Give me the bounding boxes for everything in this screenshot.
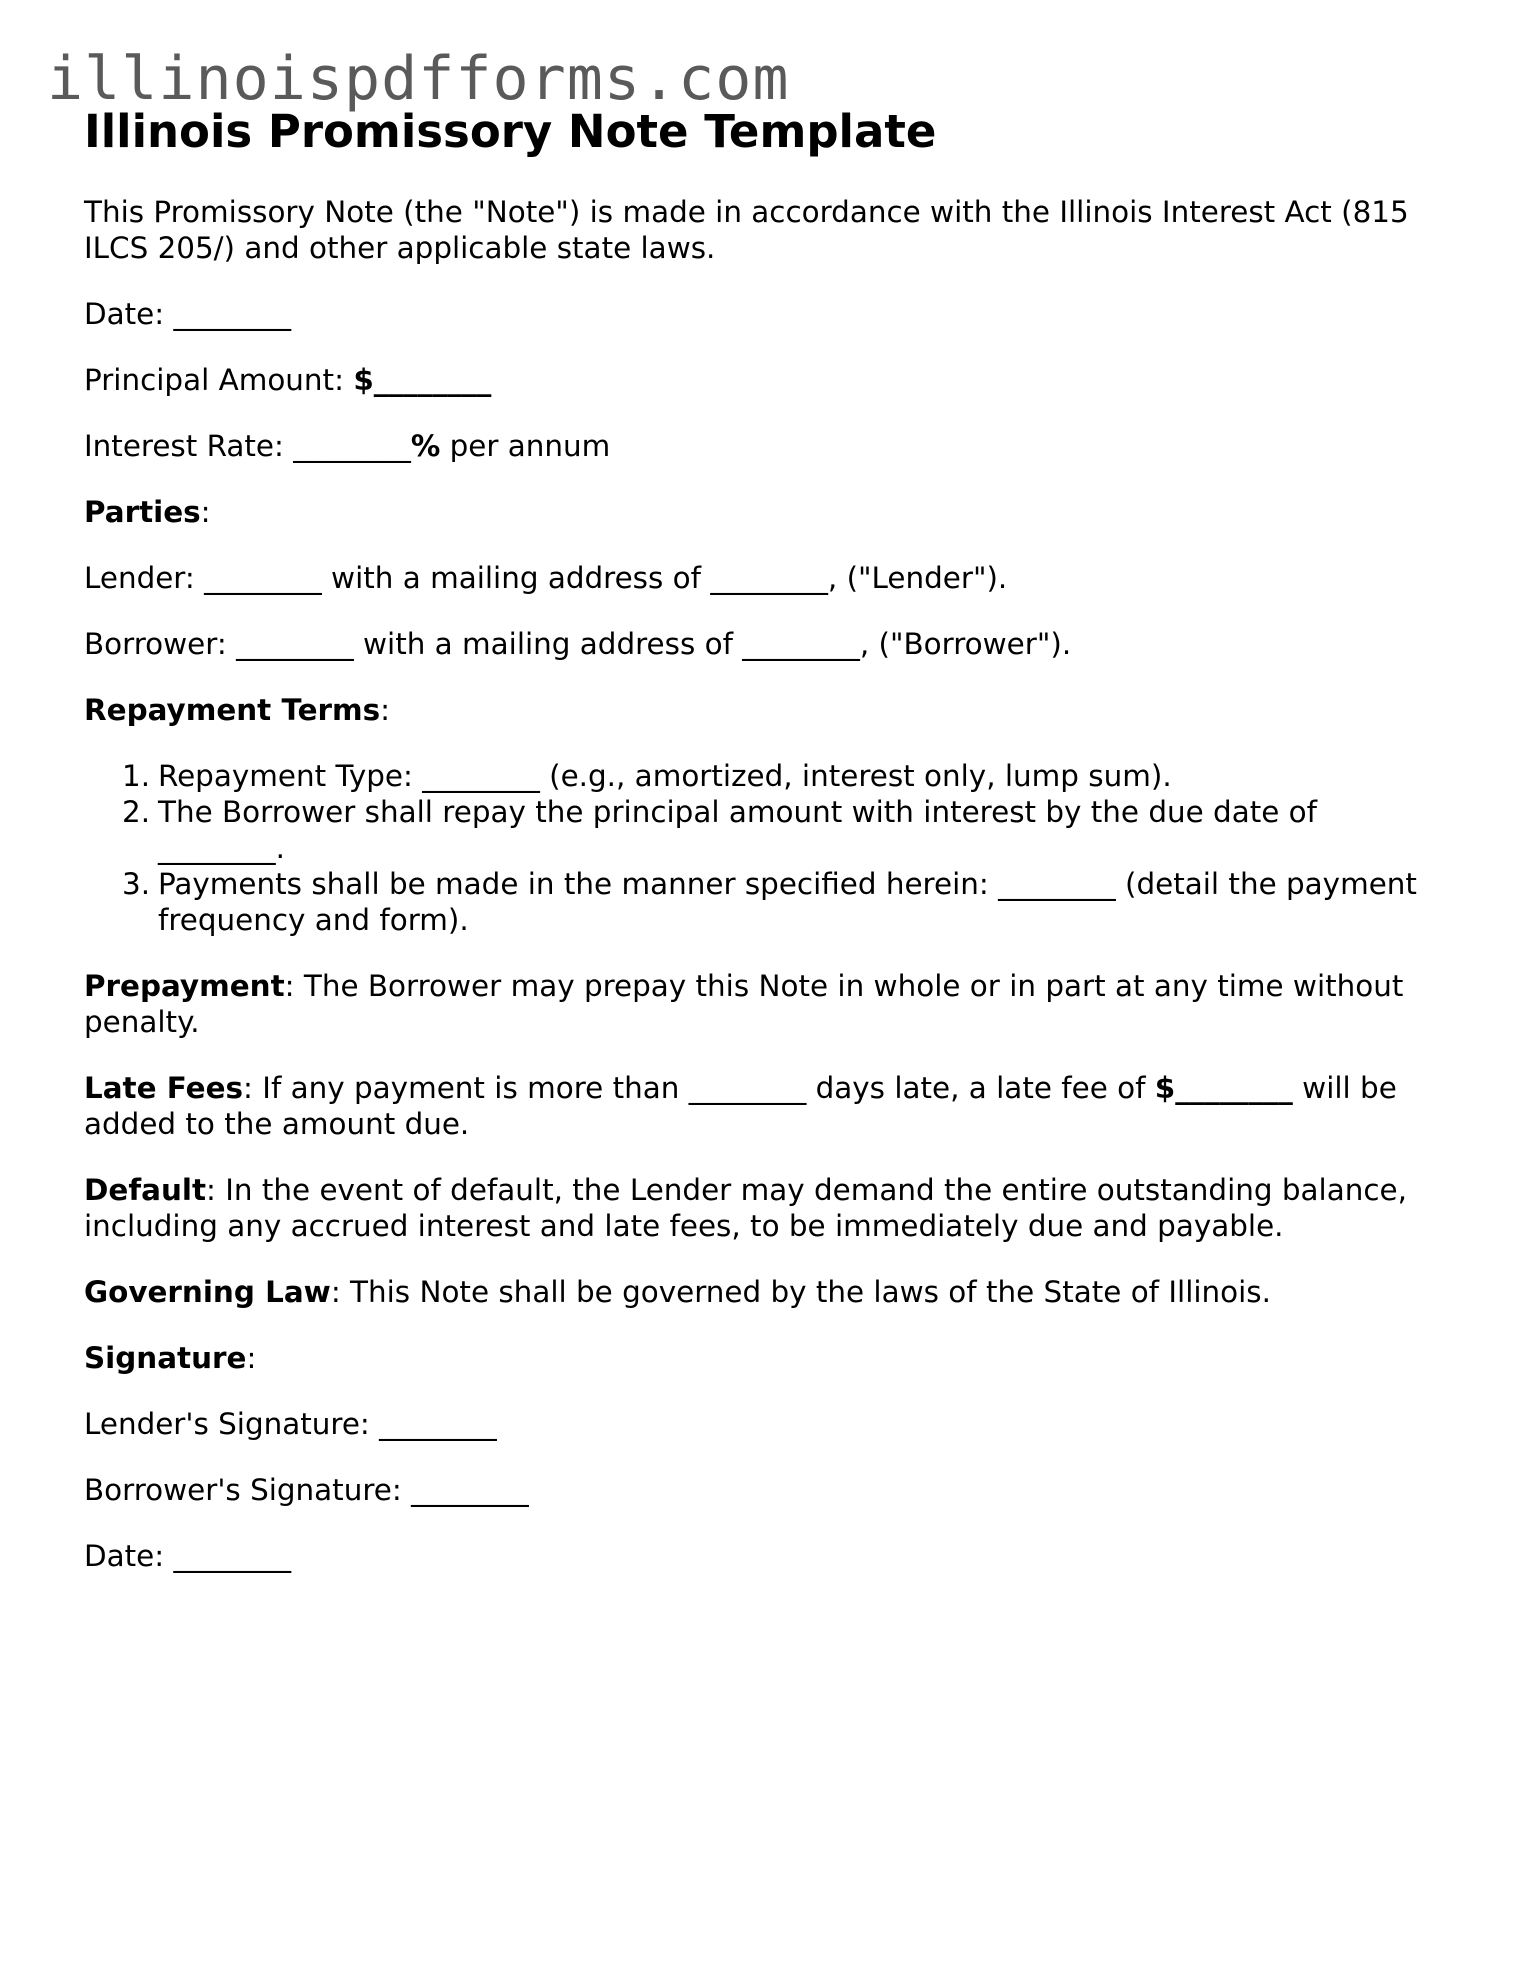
interest-line (84, 428, 1446, 464)
late-fee-amount-blank[interactable]: ________ (1175, 1071, 1293, 1105)
borrower-label: Borrower: (84, 627, 227, 661)
date-label: Date: (84, 297, 165, 331)
list-item-number: 1. (122, 759, 151, 793)
lender-label: Lender: (84, 561, 195, 595)
lender-name-blank[interactable]: ________ (204, 561, 322, 595)
prepayment-paragraph (84, 968, 1446, 1040)
currency-symbol: $ (1154, 1071, 1176, 1105)
signature-heading-line: Signature: (84, 1341, 257, 1375)
lender-address-text: with a mailing address of (331, 561, 701, 595)
intro-paragraph: This Promissory Note (the "Note") is made in accordance with the Illinois Interest Act (815 ILCS 205/) and other applicable state laws. (84, 195, 1409, 265)
borrower-signature-line (84, 1472, 1446, 1508)
signature-date-blank[interactable]: ________ (173, 1539, 292, 1573)
default-heading: Default (84, 1173, 206, 1207)
lender-signature-line (84, 1406, 1446, 1442)
late-fees-text: : If any payment is more than (243, 1071, 680, 1105)
date-blank[interactable]: ________ (173, 297, 292, 331)
late-days-blank[interactable]: ________ (688, 1071, 807, 1105)
list-item-text: Repayment Type: (158, 759, 413, 793)
borrower-address-blank[interactable]: ________ (742, 627, 860, 661)
repayment-heading-line: Repayment Terms: (84, 693, 391, 727)
lender-address-blank[interactable]: ________ (710, 561, 828, 595)
prepayment-heading: Prepayment (84, 969, 285, 1003)
interest-blank[interactable]: ________ (293, 429, 411, 463)
borrower-end-text: , ("Borrower"). (859, 627, 1072, 661)
parties-heading: Parties (84, 495, 201, 529)
page-title: Illinois Promissory Note Template (84, 105, 937, 158)
repayment-terms-list (84, 758, 1446, 938)
list-item (84, 866, 1446, 938)
prepayment-text: : The Borrower may prepay this Note in whole or in part at any time without penalty. (84, 969, 1404, 1039)
late-fees-heading: Late Fees (84, 1071, 244, 1105)
borrower-signature-blank[interactable]: ________ (411, 1473, 529, 1507)
due-date-blank[interactable]: ________ (158, 831, 276, 865)
default-text: : In the event of default, the Lender may demand the entire outstanding balance, including any accrued interest and late fees, to be immediately due and payable. (84, 1173, 1407, 1243)
lender-signature-blank[interactable]: ________ (379, 1407, 497, 1441)
governing-law-heading: Governing Law (84, 1275, 331, 1309)
lender-end-text: , ("Lender"). (827, 561, 1008, 595)
borrower-line (84, 626, 1446, 662)
late-fees-paragraph (84, 1070, 1446, 1142)
governing-law-paragraph (84, 1274, 1446, 1310)
watermark: illinoispdfforms.com (47, 44, 790, 114)
list-item (84, 794, 1446, 866)
list-item-number: 3. (122, 867, 151, 901)
lender-line (84, 560, 1446, 596)
signature-heading: Signature (84, 1341, 247, 1375)
list-item-text: The Borrower shall repay the principal amount with interest by the due date of (158, 795, 1317, 829)
currency-symbol: $ (353, 363, 374, 397)
governing-law-text: : This Note shall be governed by the laws of the State of Illinois. (330, 1275, 1271, 1309)
list-item (84, 758, 1446, 794)
percent-symbol: % (410, 429, 441, 463)
borrower-address-text: with a mailing address of (362, 627, 733, 661)
list-item-text: (e.g., amortized, interest only, lump sum). (549, 759, 1172, 793)
lender-signature-label: Lender's Signature: (84, 1407, 370, 1441)
principal-line (84, 362, 1446, 398)
document-body (84, 194, 1446, 1604)
interest-label: Interest Rate: (84, 429, 284, 463)
list-item-text: (detail the payment frequency and form). (158, 867, 1417, 937)
borrower-signature-label: Borrower's Signature: (84, 1473, 402, 1507)
late-fees-text: will be added to the amount due. (84, 1071, 1397, 1141)
principal-label: Principal Amount: (84, 363, 344, 397)
payment-manner-blank[interactable]: ________ (998, 867, 1116, 901)
list-item-number: 2. (122, 795, 151, 829)
borrower-name-blank[interactable]: ________ (236, 627, 354, 661)
signature-date-line (84, 1538, 1446, 1574)
principal-blank[interactable]: ________ (373, 363, 492, 397)
signature-date-label: Date: (84, 1539, 165, 1573)
parties-heading-line: Parties: (84, 495, 211, 529)
list-item-text: Payments shall be made in the manner specified herein: (158, 867, 989, 901)
per-annum-text: per annum (449, 429, 611, 463)
date-line (84, 296, 1446, 332)
repayment-type-blank[interactable]: ________ (422, 759, 540, 793)
late-fees-text: days late, a late fee of (815, 1071, 1146, 1105)
repayment-heading: Repayment Terms (84, 693, 381, 727)
list-item-text: . (275, 831, 285, 865)
default-paragraph (84, 1172, 1446, 1244)
